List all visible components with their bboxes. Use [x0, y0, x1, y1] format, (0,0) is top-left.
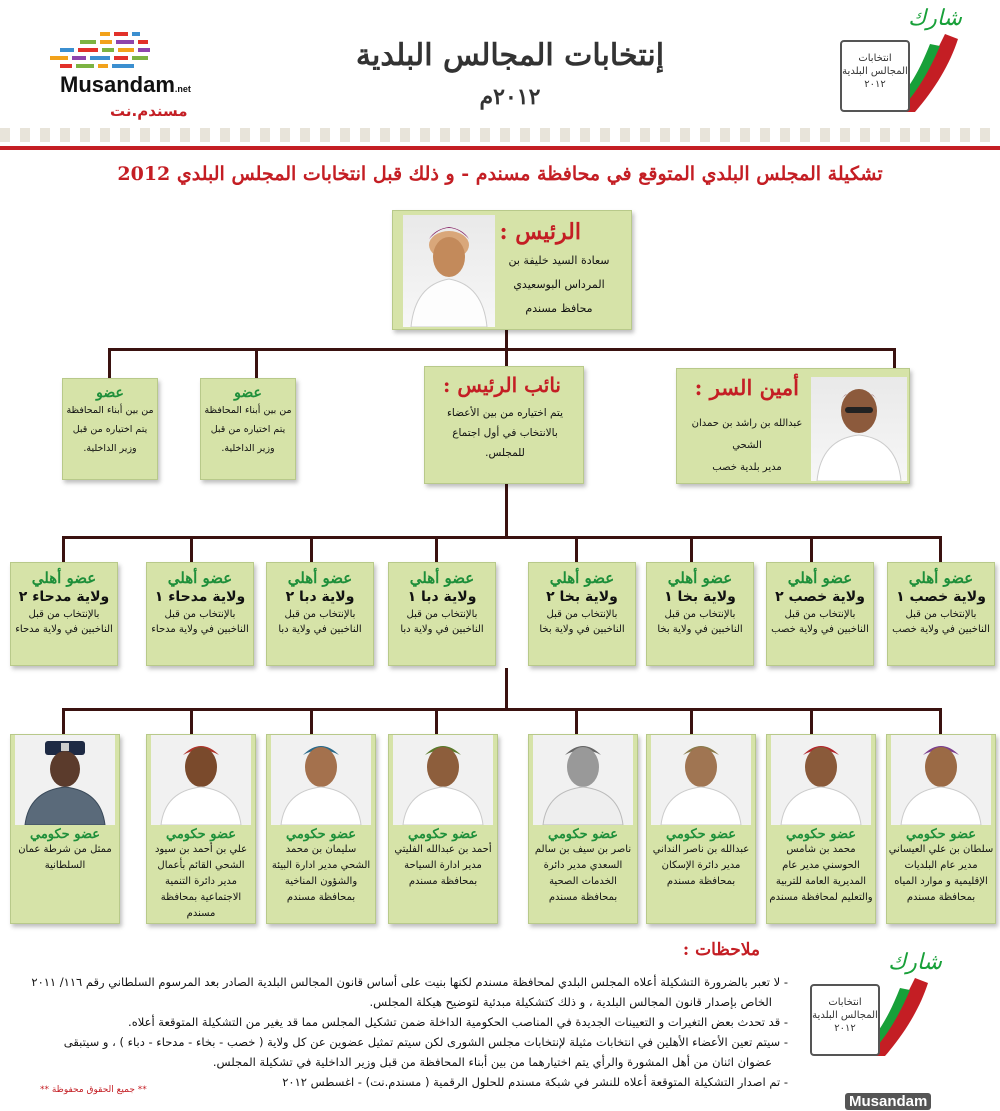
- government-line: المديرية العامة للتربية: [775, 876, 867, 887]
- elected-title: ولاية خصب ٢: [775, 589, 865, 605]
- note-item: - قد تحدث بعض التغيرات و التعيينات الجديدة في المناصب الحكومية الداخلة ضمن تشكيل المجلس مما قد يغير من التشكيلة المتوقعة أعلاه.: [128, 1015, 788, 1029]
- note-item: الخاص بإصدار قانون المجالس البلدية ، و ذلك كتشكيلة مبدئية لتوضيح هيكلة المجلس.: [369, 995, 772, 1009]
- deputy-box: [424, 366, 584, 484]
- elected-title: ولاية خصب ١: [896, 589, 986, 605]
- person-icon: [533, 735, 633, 825]
- elected-line: بالإنتخاب من قبل: [284, 609, 356, 620]
- header-pattern: [0, 128, 1000, 142]
- elected-title: ولاية دبا ٢: [285, 589, 355, 605]
- musandam-net-logo: [40, 28, 220, 124]
- elected-line: الناخبين في ولاية مدحاء: [151, 624, 249, 635]
- government-heading: عضو حكومي: [29, 827, 100, 842]
- deputy-line: بالانتخاب في أول اجتماع: [452, 427, 558, 439]
- connector: [575, 708, 578, 736]
- government-line: عبدالله بن ناصر النداني: [652, 844, 750, 855]
- deputy-details: [431, 403, 579, 463]
- appointed-member-box: [62, 378, 158, 480]
- connector: [190, 536, 193, 564]
- appointed-line: من بين أبناء المحافظة: [204, 405, 292, 416]
- person-icon: [271, 735, 371, 825]
- connector: [575, 536, 578, 564]
- police-officer-photo: [15, 735, 115, 825]
- header-divider: [0, 146, 1000, 150]
- elected-line: الناخبين في ولاية دبا: [400, 624, 484, 635]
- secretary-heading: أمين السر :: [694, 375, 799, 400]
- appointed-details: [201, 401, 295, 458]
- government-line: الحوسني مدير عام: [782, 860, 860, 871]
- chairman-photo: [403, 215, 495, 327]
- person-icon: [651, 735, 751, 825]
- connector: [690, 708, 693, 736]
- chairman-line: المرداس البوسعيدي: [513, 278, 605, 291]
- elected-heading: عضو أهلي: [31, 569, 97, 587]
- government-line: سلطان بن علي العيساني: [888, 844, 994, 855]
- chairman-line: سعادة السيد خليفة بن: [508, 254, 610, 267]
- elected-line: بالإنتخاب من قبل: [164, 609, 236, 620]
- government-member-card: [146, 734, 256, 924]
- elected-line: الناخبين في ولاية بخا: [539, 624, 625, 635]
- elected-heading: عضو أهلي: [787, 569, 853, 587]
- elected-heading: عضو أهلي: [549, 569, 615, 587]
- logo-text-en: Musandam.net: [60, 72, 191, 97]
- government-line: الشحي مدير ادارة البيئة: [271, 860, 371, 871]
- government-line: الخدمات الصحية: [549, 876, 617, 887]
- connector: [939, 708, 942, 736]
- government-line: بمحافظة مسندم: [666, 876, 736, 887]
- note-item: - سيتم تعين الأعضاء الأهلين في انتخابات مثيلة لإنتخابات مجلس الشورى لكن سيتم تمثيل عضوين عن كل ولاية ( خصب - بخاء - مدحاء - دباء ) ، و سيتبقى: [63, 1035, 788, 1049]
- chairman-box: [392, 210, 632, 330]
- government-line: بمحافظة مسندم: [286, 892, 356, 903]
- elected-line: الناخبين في ولاية خصب: [771, 624, 869, 635]
- connector: [310, 536, 313, 564]
- elected-heading: عضو أهلي: [287, 569, 353, 587]
- footer-site-logo: Musandam: [845, 1093, 931, 1110]
- government-line: الاجتماعية بمحافظة مسندم: [160, 892, 242, 919]
- person-icon: [151, 735, 251, 825]
- secretary-photo: [811, 377, 907, 481]
- elected-member-card: [146, 562, 254, 666]
- appointed-line: وزير الداخلية.: [83, 443, 137, 454]
- connector: [190, 708, 193, 736]
- logo-text-ar: مسندم.نت: [110, 102, 188, 120]
- notes-title: ملاحظات :: [682, 940, 760, 960]
- government-line: مدير دائرة الإسكان: [661, 860, 741, 871]
- chairman-line: محافظ مسندم: [525, 302, 593, 315]
- appointed-details: [63, 401, 157, 458]
- appointed-line: من بين أبناء المحافظة: [66, 405, 154, 416]
- elected-line: بالإنتخاب من قبل: [406, 609, 478, 620]
- person-icon: [811, 377, 907, 481]
- connector: [435, 536, 438, 564]
- connector: [505, 668, 508, 710]
- elected-line: بالإنتخاب من قبل: [905, 609, 977, 620]
- government-member-card: [10, 734, 120, 924]
- member-photo: [151, 735, 251, 825]
- person-icon: [891, 735, 991, 825]
- secretary-box: [676, 368, 910, 484]
- connector: [505, 484, 508, 538]
- person-icon: [393, 735, 493, 825]
- chairman-details: [495, 249, 623, 321]
- elected-member-card: [388, 562, 496, 666]
- ballot-box-icon: انتخابات المجالس البلدية ٢٠١٢: [810, 984, 880, 1056]
- connector: [255, 348, 258, 378]
- connector: [310, 708, 313, 736]
- member-photo: [533, 735, 633, 825]
- connector: [62, 708, 65, 736]
- government-line: السعدي مدير دائرة: [543, 860, 623, 871]
- member-photo: [771, 735, 871, 825]
- connector: [62, 536, 65, 564]
- appointed-line: يتم اختياره من قبل: [72, 424, 148, 435]
- connector: [810, 536, 813, 564]
- deputy-heading: نائب الرئيس :: [443, 373, 561, 397]
- member-photo: [271, 735, 371, 825]
- elected-title: ولاية بخا ٢: [546, 589, 618, 605]
- elected-heading: عضو أهلي: [667, 569, 733, 587]
- government-member-card: [528, 734, 638, 924]
- note-item: عضوان اثنان من أهل المشورة والرأي يتم اختيارهما من بين أبناء المحافظة من قبل وزير الداخلية في تشكيلة المجلس.: [212, 1055, 772, 1069]
- connector: [690, 536, 693, 564]
- government-line: مدير ادارة السياحة: [404, 860, 482, 871]
- election-logo: [830, 4, 970, 124]
- page-title: إنتخابات المجالس البلدية: [355, 38, 665, 73]
- elected-heading: عضو أهلي: [908, 569, 974, 587]
- page-year: ٢٠١٢م: [479, 84, 541, 110]
- government-line: علي بن أحمد بن سيود: [154, 844, 248, 855]
- election-logo-footer: [800, 948, 950, 1068]
- government-line: ممثل من شرطة عمان: [18, 844, 112, 855]
- connector: [810, 708, 813, 736]
- police-officer-icon: [15, 735, 115, 825]
- ballot-box-icon: انتخابات المجالس البلدية ٢٠١٢: [840, 40, 910, 112]
- chart-subtitle: تشكيلة المجلس البلدي المتوقع في محافظة مسندم - و ذلك قبل انتخابات المجلس البلدي 2012: [117, 163, 883, 185]
- elected-member-card: [646, 562, 754, 666]
- government-line: بمحافظة مسندم: [408, 876, 478, 887]
- elected-line: الناخبين في ولاية مدحاء: [15, 624, 113, 635]
- government-member-card: [766, 734, 876, 924]
- government-heading: عضو حكومي: [165, 827, 236, 842]
- connector: [108, 348, 896, 351]
- secretary-line: عبدالله بن راشد بن حمدان الشحي: [691, 418, 803, 451]
- deputy-line: للمجلس.: [485, 447, 525, 459]
- elected-member-card: [266, 562, 374, 666]
- appointed-heading: عضو: [234, 385, 262, 401]
- elected-title: ولاية بخا ١: [664, 589, 736, 605]
- logo-dots-icon: [40, 28, 220, 76]
- government-heading: عضو حكومي: [905, 827, 976, 842]
- government-line: سليمان بن محمد: [285, 844, 357, 855]
- person-icon: [771, 735, 871, 825]
- page-header: [0, 0, 1000, 150]
- deputy-line: يتم اختياره من بين الأعضاء: [446, 407, 564, 419]
- member-photo: [891, 735, 991, 825]
- connector: [505, 348, 508, 366]
- elected-line: بالإنتخاب من قبل: [28, 609, 100, 620]
- elected-member-card: [766, 562, 874, 666]
- elected-line: الناخبين في ولاية خصب: [892, 624, 990, 635]
- government-heading: عضو حكومي: [665, 827, 736, 842]
- government-member-card: [886, 734, 996, 924]
- elected-heading: عضو أهلي: [409, 569, 475, 587]
- elected-line: بالإنتخاب من قبل: [784, 609, 856, 620]
- government-heading: عضو حكومي: [785, 827, 856, 842]
- government-heading: عضو حكومي: [547, 827, 618, 842]
- elected-member-card: [10, 562, 118, 666]
- elected-title: ولاية دبا ١: [407, 589, 477, 605]
- secretary-line: مدير بلدية خصب: [712, 462, 782, 473]
- election-slogan: شارك: [888, 950, 942, 975]
- government-line: أحمد بن عبدالله الفليتي: [394, 844, 492, 855]
- connector: [893, 348, 896, 370]
- elected-member-card: [528, 562, 636, 666]
- government-member-card: [388, 734, 498, 924]
- government-line: الإقليمية و موارد المياه: [894, 876, 988, 887]
- appointed-heading: عضو: [96, 385, 124, 401]
- connector: [435, 708, 438, 736]
- appointed-member-box: [200, 378, 296, 480]
- note-item: - لا تعبر بالضرورة التشكيلة أعلاه المجلس البلدي لمحافظة مسندم لكنها بنيت على أساس قانون المجالس البلدية الصادر بعد المرسوم السلطاني رقم ١١٦/ ٢٠١١: [31, 975, 788, 989]
- connector: [108, 348, 111, 378]
- government-line: والتعليم لمحافظة مسندم: [769, 892, 873, 903]
- connector: [505, 328, 508, 350]
- person-icon: [403, 215, 495, 327]
- elected-line: بالإنتخاب من قبل: [664, 609, 736, 620]
- elected-line: الناخبين في ولاية بخا: [657, 624, 743, 635]
- secretary-details: [681, 413, 813, 479]
- government-line: والشؤون المناخية: [284, 876, 358, 887]
- elected-member-card: [887, 562, 995, 666]
- government-heading: عضو حكومي: [407, 827, 478, 842]
- appointed-line: يتم اختياره من قبل: [210, 424, 286, 435]
- connector: [939, 536, 942, 564]
- chairman-heading: الرئيس :: [499, 219, 581, 245]
- government-line: مدير عام البلديات: [904, 860, 978, 871]
- government-line: ناصر بن سيف بن سالم: [534, 844, 632, 855]
- election-slogan: شارك: [908, 6, 962, 31]
- government-line: السلطانية: [44, 860, 86, 871]
- elected-line: بالإنتخاب من قبل: [546, 609, 618, 620]
- note-item: - تم اصدار التشكيلة المتوقعة أعلاه للنشر في شبكة مسندم للحلول الرقمية ( مسندم.نت) - اغسطس ٢٠١٢: [282, 1075, 788, 1089]
- appointed-line: وزير الداخلية.: [221, 443, 275, 454]
- government-line: الشحي القائم بأعمال: [157, 860, 245, 871]
- elected-title: ولاية مدحاء ٢: [18, 589, 110, 605]
- elected-line: الناخبين في ولاية دبا: [278, 624, 362, 635]
- member-photo: [393, 735, 493, 825]
- government-heading: عضو حكومي: [285, 827, 356, 842]
- government-member-card: [266, 734, 376, 924]
- government-line: محمد بن شامس: [786, 844, 856, 855]
- government-line: بمحافظة مسندم: [906, 892, 976, 903]
- copyright-note: ** جميع الحقوق محفوظة **: [40, 1085, 147, 1095]
- government-member-card: [646, 734, 756, 924]
- government-line: بمحافظة مسندم: [548, 892, 618, 903]
- elected-title: ولاية مدحاء ١: [154, 589, 246, 605]
- notes-list: [30, 972, 788, 1092]
- elected-heading: عضو أهلي: [167, 569, 233, 587]
- government-line: مدير دائرة التنمية: [164, 876, 238, 887]
- member-photo: [651, 735, 751, 825]
